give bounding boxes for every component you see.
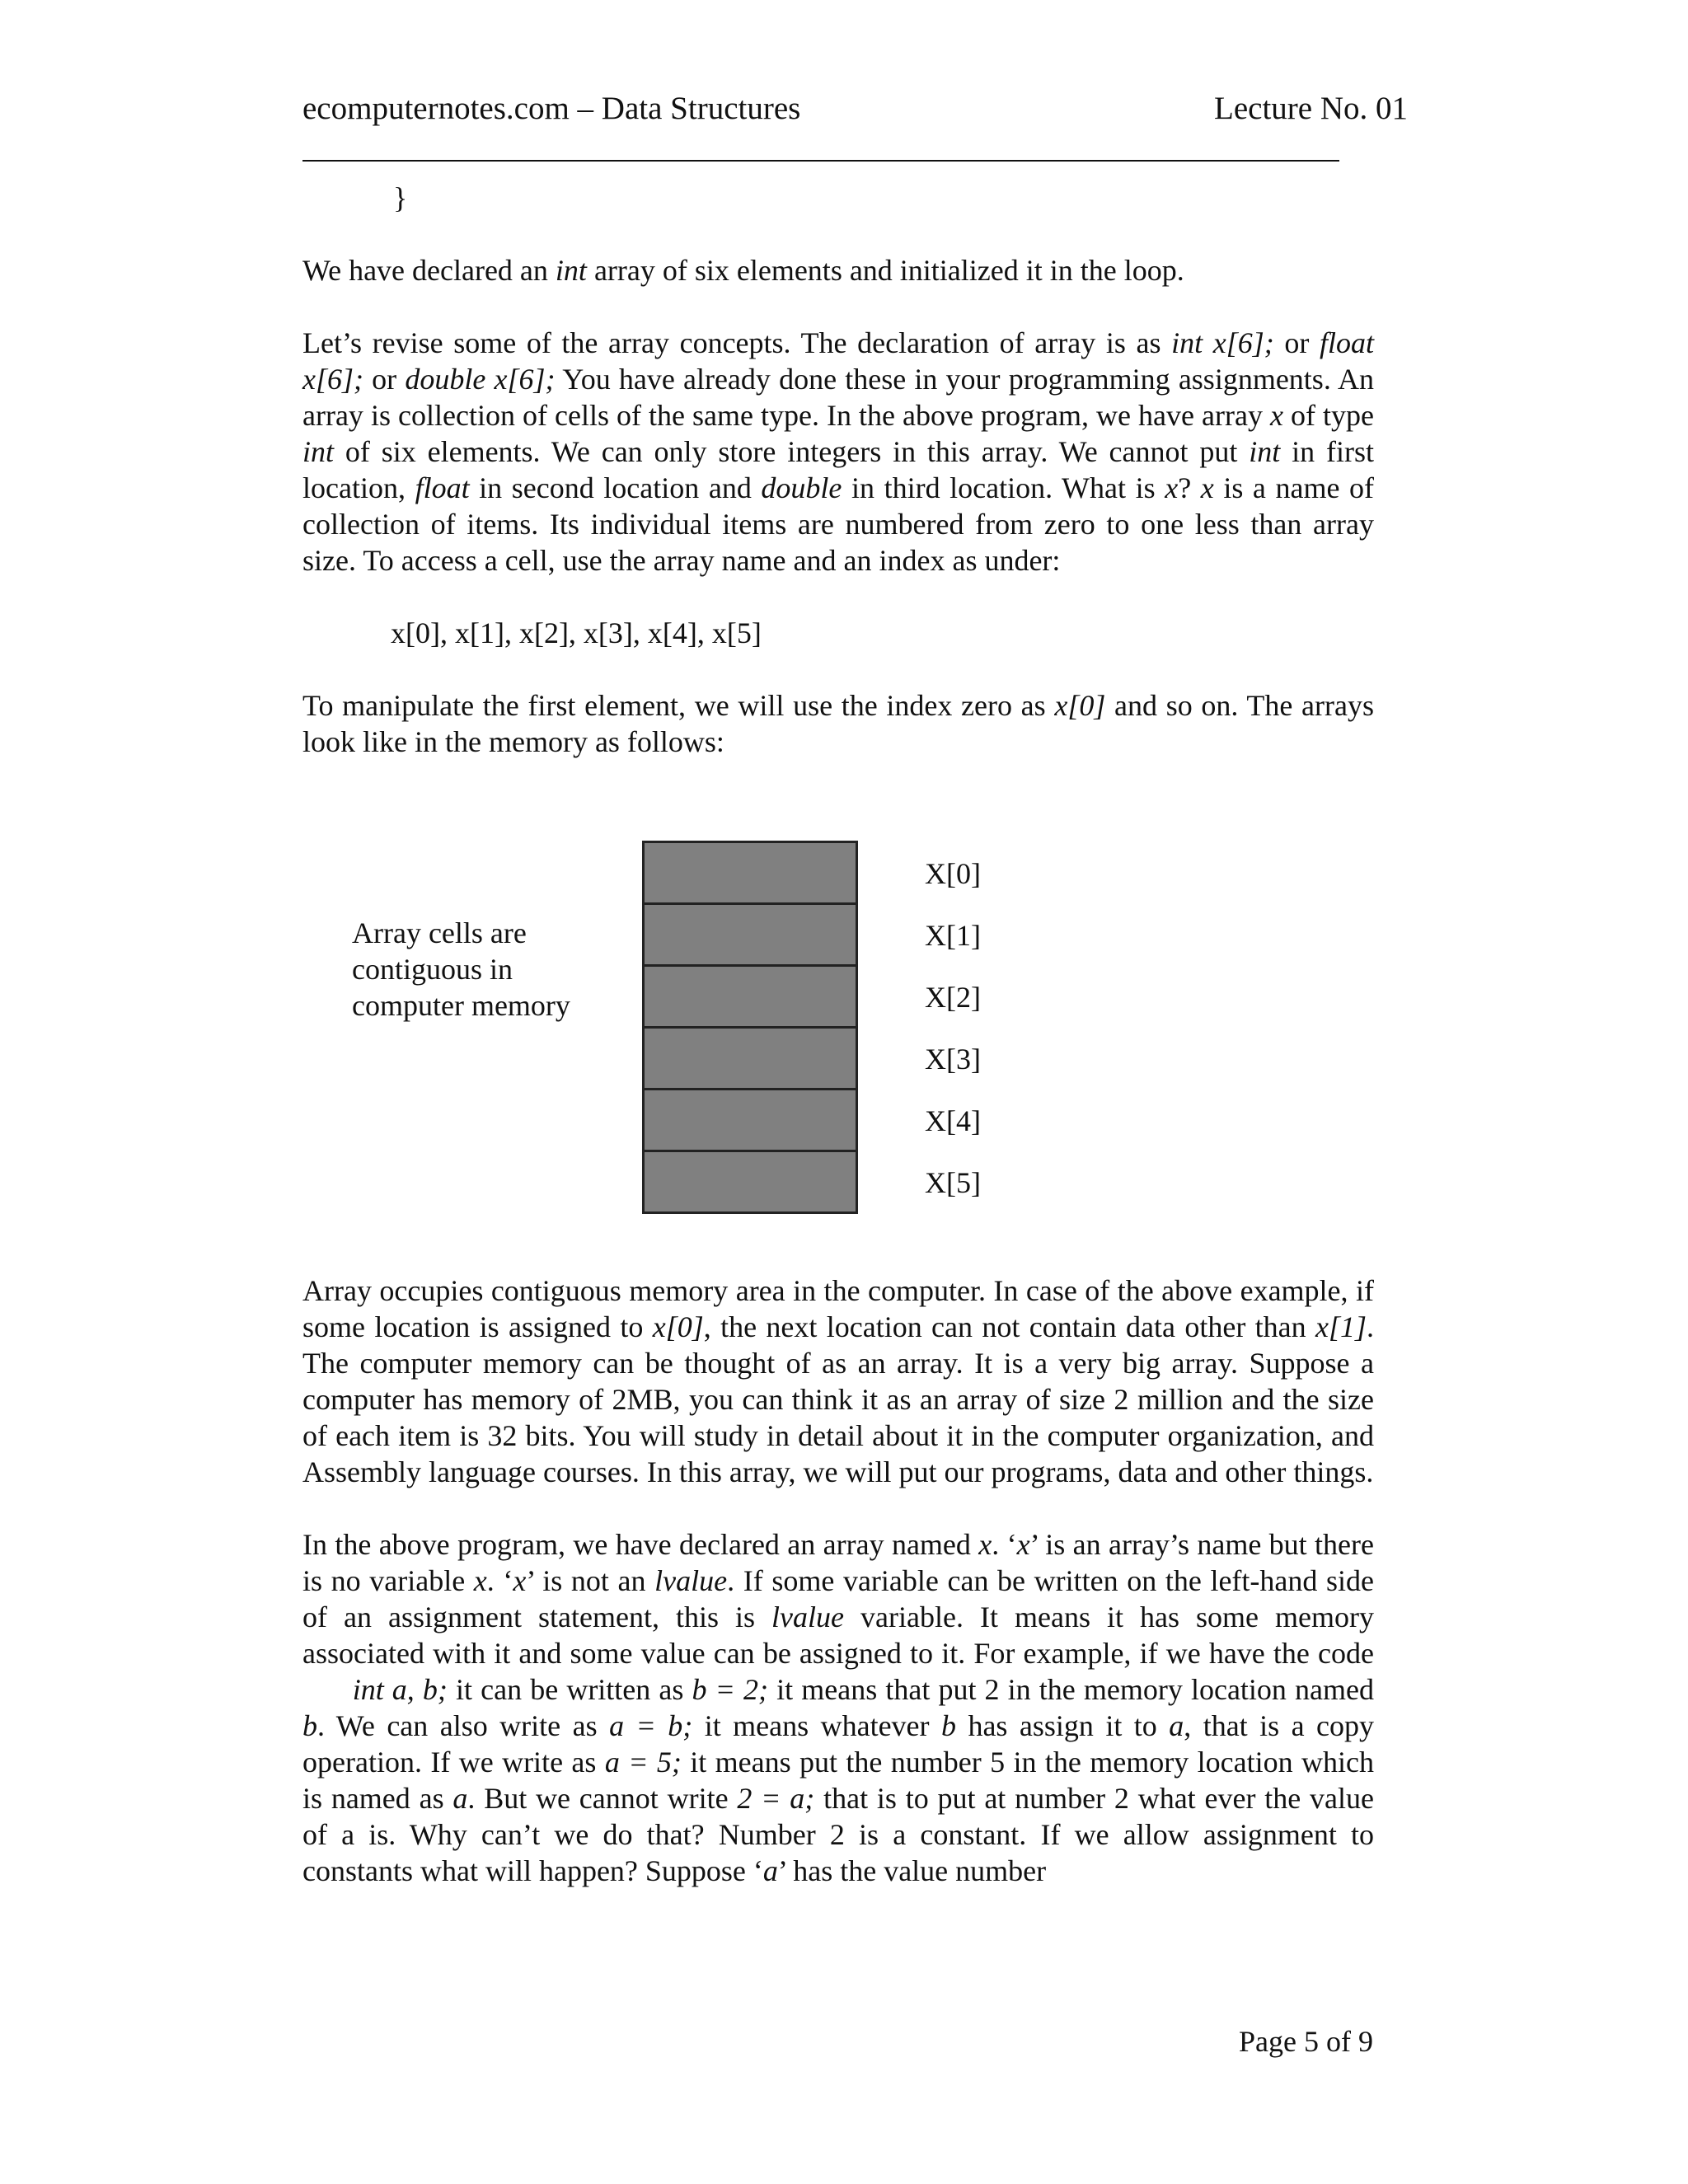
code-term: x	[513, 1564, 527, 1597]
array-index-list: x[0], x[1], x[2], x[3], x[4], x[5]	[391, 616, 762, 649]
code-term: a = 5;	[604, 1746, 682, 1779]
memory-cell-3	[642, 1026, 858, 1088]
cell-label-5: X[5]	[925, 1166, 981, 1199]
figure-caption: Array cells are contiguous in computer memory	[352, 916, 570, 1022]
cell-label-1: X[1]	[925, 919, 981, 952]
code-term: int a, b;	[352, 1673, 448, 1706]
text: it means whatever	[692, 1709, 941, 1742]
text: . ‘	[992, 1528, 1017, 1561]
code-term: a	[1169, 1709, 1184, 1742]
text: . We can also write as	[317, 1709, 610, 1742]
code-term: double x[6];	[405, 363, 556, 396]
code-term: x	[1270, 399, 1283, 432]
code-term: a = b;	[609, 1709, 693, 1742]
code-term: a	[452, 1782, 468, 1815]
code-term: x	[1016, 1528, 1030, 1561]
cell-label-0: X[0]	[925, 857, 981, 890]
text: or	[363, 363, 406, 396]
text: , that is a copy operation. If we write as	[302, 1709, 1375, 1779]
text: variable. It means it has some memory associated with it and some value can be assigned to it. For example, if we have the code	[302, 1601, 1374, 1706]
text: array of six elements and initialized it in the loop.	[586, 254, 1184, 287]
text: , the next location can not contain data other than	[703, 1310, 1315, 1343]
text: in first location,	[302, 435, 1374, 504]
text: . But we cannot write	[467, 1782, 738, 1815]
code-term: x	[1165, 471, 1179, 504]
text: it can be written as	[447, 1673, 692, 1706]
page-content	[302, 180, 1374, 1889]
text: and so on. The arrays look like in the memory as follows:	[302, 689, 1375, 758]
code-term: a	[762, 1854, 778, 1887]
memory-cell-5	[642, 1150, 858, 1214]
text: ?	[1178, 471, 1201, 504]
memory-cells	[642, 841, 858, 1214]
text: or	[1273, 326, 1320, 359]
cell-label-2: X[2]	[925, 981, 981, 1014]
code-term: b = 2;	[692, 1673, 769, 1706]
code-term: x	[1200, 471, 1214, 504]
code-term: lvalue	[654, 1564, 728, 1597]
text: We have declared an	[302, 254, 556, 287]
code-closing-brace: }	[393, 181, 408, 214]
text: it means that put 2 in the memory location named	[768, 1673, 1375, 1706]
text: in second location and	[469, 471, 762, 504]
header-lecture-number: Lecture No. 01	[1214, 91, 1408, 126]
code-term: x[0]	[652, 1310, 704, 1343]
text: of type	[1282, 399, 1375, 432]
text: of six elements. We can only store integers in this array. We cannot put	[334, 435, 1250, 468]
text: has assign it to	[955, 1709, 1170, 1742]
code-term: x	[978, 1528, 992, 1561]
text: . The computer memory can be thought of as an array. It is a very big array. Suppose a computer has memory of 2MB, you can think it as an array of size 2 million and the size of each item is 32 bits. You will study in detail about it in the computer organization, and Assembly language courses. In this array, we will put our programs, data and other things.	[302, 1310, 1374, 1488]
code-term: double	[761, 471, 842, 504]
text: You have already done these in your programming assignments. An array is collection of cells of the same type. In the above program, we have array	[302, 363, 1374, 432]
code-term: float x[6];	[302, 326, 1374, 396]
text: ’ has the value number	[777, 1854, 1047, 1887]
text: To manipulate the first element, we will use the index zero as	[302, 689, 1055, 722]
code-term: x[0]	[1054, 689, 1106, 722]
paragraph-declaration	[302, 252, 1374, 288]
header-divider	[302, 160, 1339, 162]
text: . If some variable can be written on the left-hand side of an assignment statement, this is	[302, 1564, 1374, 1633]
code-term: x[1]	[1315, 1310, 1367, 1343]
paragraph-contiguous-memory	[302, 1272, 1374, 1490]
paragraph-lvalue	[302, 1526, 1374, 1889]
paragraph-manipulate	[302, 687, 1374, 760]
code-term: int x[6];	[1171, 326, 1274, 359]
memory-cell-2	[642, 964, 858, 1026]
code-term: b	[940, 1709, 956, 1742]
code-term: float	[415, 471, 470, 504]
text: that is to put at number 2 what ever the value of a is. Why can’t we do that? Number 2 is a constant. If we allow assignment to constants what will happen? Suppose ‘	[302, 1782, 1375, 1887]
text: . ‘	[486, 1564, 513, 1597]
code-term: lvalue	[771, 1601, 845, 1633]
code-term: x	[473, 1564, 487, 1597]
code-term: int	[302, 435, 335, 468]
text: is a name of collection of items. Its individual items are numbered from zero to one less than array size. To access a cell, use the array name and an index as under:	[302, 471, 1375, 577]
header-course-title: ecomputernotes.com – Data Structures	[302, 91, 801, 126]
code-term: int	[1249, 435, 1281, 468]
memory-cell-1	[642, 902, 858, 964]
cell-label-3: X[3]	[925, 1043, 981, 1076]
code-term: int	[555, 254, 587, 287]
code-term: b	[302, 1709, 317, 1742]
memory-cell-0	[642, 841, 858, 902]
array-memory-figure	[302, 841, 1374, 1220]
text: it means put the number 5 in the memory location which is named as	[302, 1746, 1374, 1815]
cell-label-4: X[4]	[925, 1104, 981, 1137]
page-number: Page 5 of 9	[1239, 2025, 1373, 2058]
text: in third location. What is	[842, 471, 1165, 504]
text: Let’s revise some of the array concepts. The declaration of array is as	[302, 326, 1172, 359]
code-term: 2 = a;	[737, 1782, 815, 1815]
text: Array occupies contiguous memory area in the computer. In case of the above example, if some location is assigned to	[302, 1274, 1374, 1343]
text: In the above program, we have declared an array named	[302, 1528, 979, 1561]
memory-cell-4	[642, 1088, 858, 1150]
text: ’ is not an	[526, 1564, 655, 1597]
paragraph-array-concepts	[302, 325, 1374, 579]
text: ’ is an array’s name but there is no variable	[302, 1528, 1374, 1597]
